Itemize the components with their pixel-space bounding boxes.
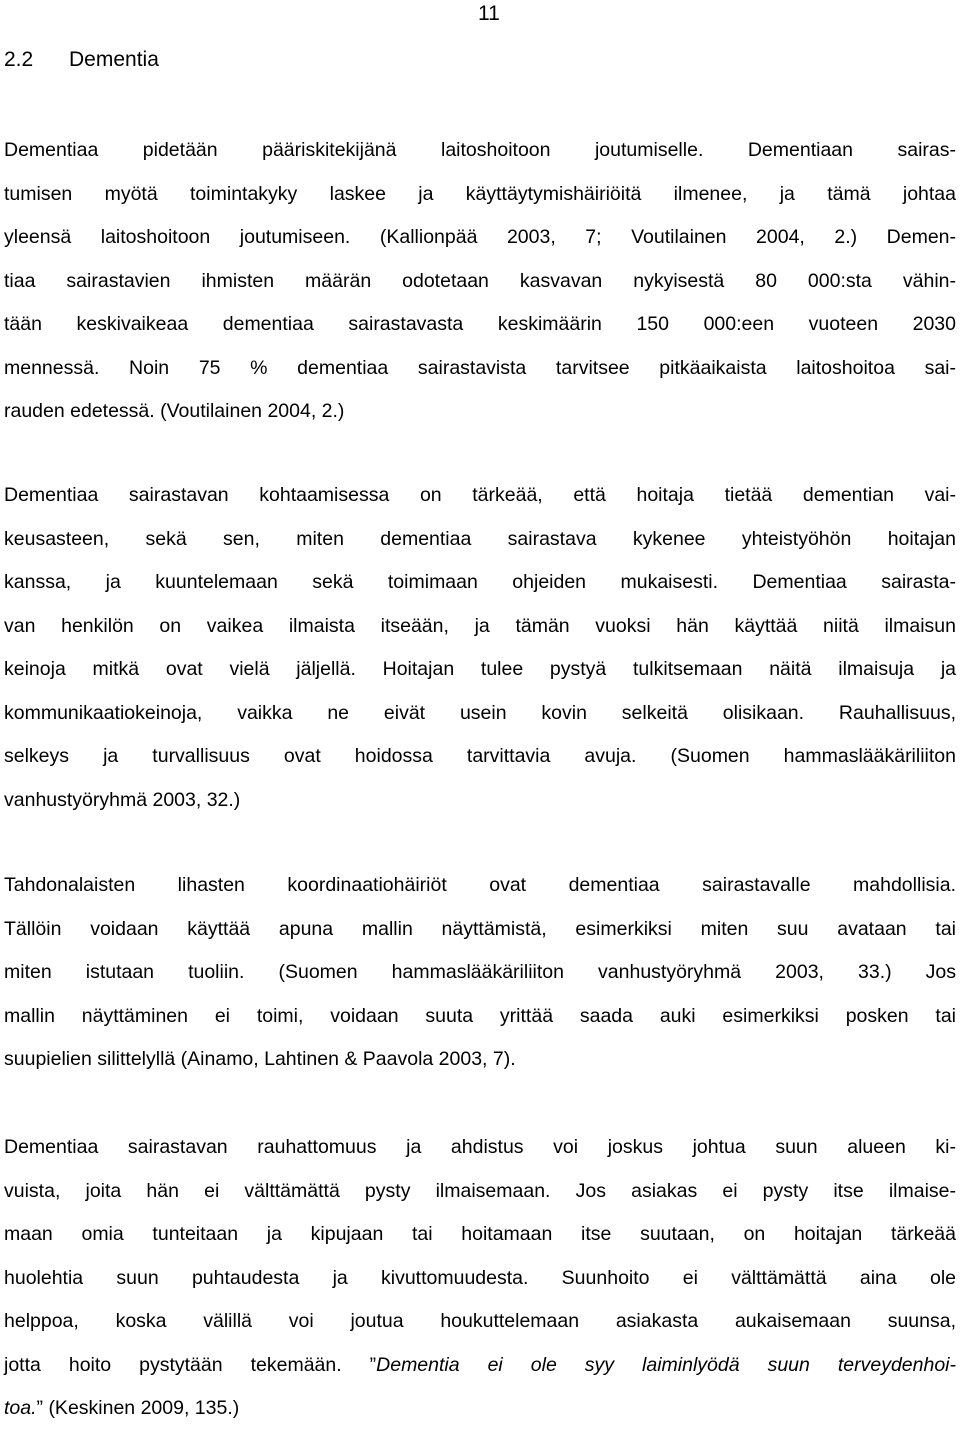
paragraph-line: kanssa, ja kuuntelemaan sekä toimimaan ohjeiden mukaisesti. Dementiaa sairasta- bbox=[4, 571, 956, 593]
paragraph-line: maan omia tunteitaan ja kipujaan tai hoitamaan itse suutaan, on hoitajan tärkeää bbox=[4, 1223, 956, 1245]
page-number: 11 bbox=[478, 2, 500, 25]
paragraph-2 bbox=[4, 474, 956, 822]
section-number: 2.2 bbox=[4, 48, 34, 71]
paragraph-line bbox=[4, 1344, 956, 1388]
paragraph-line: vanhustyöryhmä 2003, 32.) bbox=[4, 788, 241, 811]
section-title: Dementia bbox=[69, 48, 159, 71]
paragraph-line: keusasteen, sekä sen, miten dementiaa sairastava kykenee yhteistyöhön hoitajan bbox=[4, 527, 956, 550]
paragraph-line: kommunikaatiokeinoja, vaikka ne eivät usein kovin selkeitä olisikaan. Rauhallisuus, bbox=[4, 701, 956, 724]
paragraph-line: miten istutaan tuoliin. (Suomen hammaslääkäriliiton vanhustyöryhmä 2003, 33.) Jos bbox=[4, 961, 956, 983]
paragraph-line: vuista, joita hän ei välttämättä pysty ilmaisemaan. Jos asiakas ei pysty itse ilmaise- bbox=[4, 1179, 956, 1202]
paragraph-line: mennessä. Noin 75 % dementiaa sairastavista tarvitsee pitkäaikaista laitoshoitoa sai- bbox=[4, 356, 956, 379]
paragraph-line: van henkilön on vaikea ilmaista itseään, ja tämän vuoksi hän käyttää niitä ilmaisun bbox=[4, 614, 956, 637]
paragraph-line: rauden edetessä. (Voutilainen 2004, 2.) bbox=[4, 400, 345, 422]
paragraph-4 bbox=[4, 1126, 956, 1431]
paragraph-line: yleensä laitoshoitoon joutumiseen. (Kallionpää 2003, 7; Voutilainen 2004, 2.) Demen- bbox=[4, 226, 956, 248]
paragraph-line: tään keskivaikeaa dementiaa sairastavasta keskimäärin 150 000:een vuoteen 2030 bbox=[4, 313, 956, 335]
paragraph-line: suupielien silittelyllä (Ainamo, Lahtinen & Paavola 2003, 7). bbox=[4, 1048, 516, 1070]
paragraph-line: selkeys ja turvallisuus ovat hoidossa tarvittavia avuja. (Suomen hammaslääkäriliiton bbox=[4, 745, 956, 767]
paragraph-line: tumisen myötä toimintakyky laskee ja käyttäytymishäiriöitä ilmenee, ja tämä johtaa bbox=[4, 182, 956, 205]
section-heading bbox=[4, 46, 159, 74]
paragraph-line: helppoa, koska välillä voi joutua houkuttelemaan asiakasta aukaisemaan suunsa, bbox=[4, 1310, 956, 1332]
quote-text: Dementia ei ole syy laiminlyödä suun terveydenhoi- bbox=[376, 1353, 956, 1376]
paragraph-line: tiaa sairastavien ihmisten määrän odotetaan kasvavan nykyisestä 80 000:sta vähin- bbox=[4, 269, 956, 292]
paragraph-line: Tällöin voidaan käyttää apuna mallin näyttämistä, esimerkiksi miten suu avataan tai bbox=[4, 917, 956, 940]
plain-text: jotta hoito pystytään tekemään. ” bbox=[4, 1353, 377, 1376]
paragraph-line: mallin näyttäminen ei toimi, voidaan suuta yrittää saada auki esimerkiksi posken tai bbox=[4, 1004, 956, 1027]
paragraph-line: Dementiaa sairastavan kohtaamisessa on tärkeää, että hoitaja tietää dementian vai- bbox=[4, 484, 956, 506]
paragraph-line: Tahdonalaisten lihasten koordinaatiohäiriöt ovat dementiaa sairastavalle mahdollisia. bbox=[4, 874, 956, 896]
paragraph-line: Dementiaa pidetään pääriskitekijänä laitoshoitoon joutumiselle. Dementiaan sairas- bbox=[4, 139, 956, 161]
paragraph-line: huolehtia suun puhtaudesta ja kivuttomuudesta. Suunhoito ei välttämättä aina ole bbox=[4, 1266, 956, 1289]
paragraph-line: keinoja mitkä ovat vielä jäljellä. Hoitajan tulee pystyä tulkitsemaan näitä ilmaisuja ja bbox=[4, 658, 956, 680]
paragraph-line bbox=[4, 1387, 956, 1431]
paragraph-3 bbox=[4, 864, 956, 1082]
quote-text: toa. bbox=[4, 1397, 37, 1419]
paragraph-1 bbox=[4, 129, 956, 434]
paragraph-line: Dementiaa sairastavan rauhattomuus ja ahdistus voi joskus johtua suun alueen ki- bbox=[4, 1136, 956, 1158]
citation-text: ” (Keskinen 2009, 135.) bbox=[36, 1397, 240, 1419]
